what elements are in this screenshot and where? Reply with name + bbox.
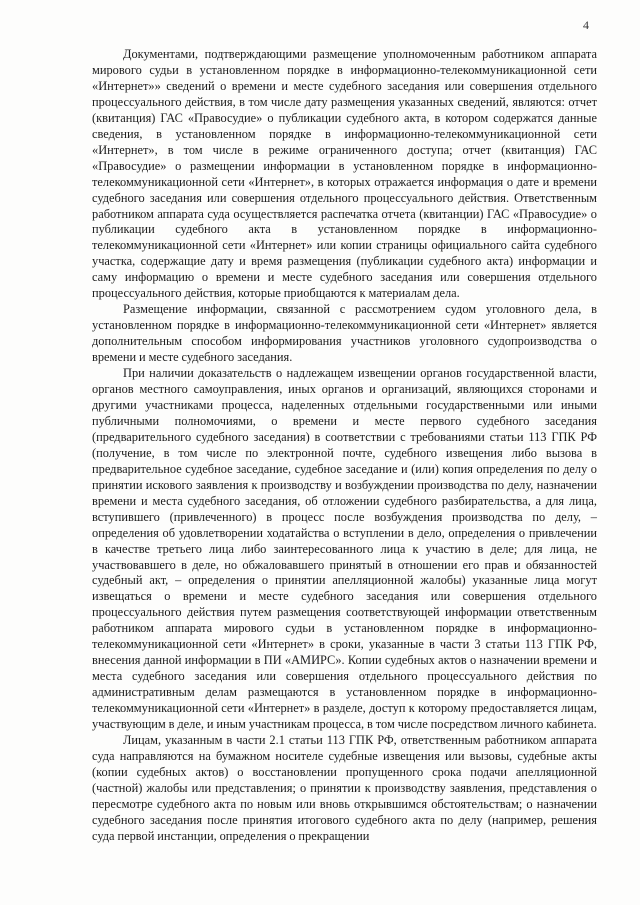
document-body — [92, 47, 597, 845]
paragraph-criminal-cases: Размещение информации, связанной с рассмотрением судом уголовного дела, в установленном порядке в информационно-телекоммуникационной сети «Интернет» является дополнительным способом информирования участников уголовного судопроизводства о времени и месте судебного заседания. — [92, 302, 597, 365]
paragraph-persons-part-2-1: Лицам, указанным в части 2.1 статьи 113 ГПК РФ, ответственным работником аппарата суда направляются на бумажном носителе судебные извещения или вызовы, судебные акты (копии судебных актов) о восстановлении пропущенного срока подачи апелляционной (частной) жалобы или представления; о принятии к производству заявления, представления о пересмотре судебного акта по новым или вновь открывшимся обстоятельствам; о назначении судебного заседания после принятия итогового судебного акта по делу (например, решения суда первой инстанции, определения о прекращении — [92, 732, 597, 843]
page-number: 4 — [583, 18, 589, 32]
paragraph-documents: Документами, подтверждающими размещение уполномоченным работником аппарата мирового судьи в установленном порядке в информационно-телекоммуникационной сети «Интернет»» сведений о времени и месте судебного заседания или совершения отдельного процессуального действия, в том числе дату размещения указанных сведений, являются: отчет (квитанция) ГАС «Правосудие» о публикации судебного акта, в котором содержатся данные сведения, в установленном порядке в информационно-телекоммуникационной сети «Интернет», в том числе в режиме ограниченного доступа; отчет (квитанция) ГАС «Правосудие» о размещении информации в установленном порядке в информационно-телекоммуникационной сети «Интернет», в которых отражается информация о дате и времени судебного заседания или совершения отдельного процессуального действия. Ответственным работником аппарата суда осуществляется распечатка отчета (квитанции) ГАС «Правосудие» о публикации судебного акта в установленном порядке в информационно-телекоммуникационной сети «Интернет» или копии страницы официального сайта судебного участка, содержащие дату и время размещения (публикации судебного акта) информации и саму информацию о времени и месте судебного заседания или совершения отдельного процессуального действия, которые приобщаются к материалам дела. — [92, 47, 597, 301]
paragraph-evidence-notification: При наличии доказательств о надлежащем извещении органов государственной власти, органов местного самоуправления, иных органов и организаций, являющихся сторонами и другими участниками процесса, наделенных отдельными государственными или иными публичными полномочиями, о времени и месте первого судебного заседания (предварительного судебного заседания) в соответствии с требованиями статьи 113 ГПК РФ (получение, в том числе по электронной почте, судебного извещения либо вызова в предварительное судебное заседание, судебное заседание и (или) копия определения по делу о принятии искового заявления к производству и возбуждении производства по делу, назначении времени и места судебного заседания, об отложении судебного разбирательства, а для лица, вступившего (привлеченного) в процесс после возбуждения производства по делу, – определения об удовлетворении ходатайства о вступлении в дело, определения о привлечении в качестве третьего лица либо заинтересованного лица к участию в деле; для лица, не участвовавшего в деле, но обжаловавшего принятый в отношении его прав и обязанностей судебный акт, – определения о принятии апелляционной жалобы) указанные лица могут извещаться о времени и месте судебного заседания или совершения отдельного процессуального действия путем размещения соответствующей информации ответственным работником аппарата мирового судьи в установленном порядке в информационно-телекоммуникационной сети «Интернет» в сроки, указанные в части 3 статьи 113 ГПК РФ, внесения данной информации в ПИ «АМИРС». Копии судебных актов о назначении времени и места судебного заседания или совершения отдельного процессуального действия по административным делам размещаются в установленном порядке в информационно-телекоммуникационной сети «Интернет» в разделе, доступ к которому предоставляется лицам, участвующим в деле, и иным участникам процесса, в том числе посредством личного кабинета. — [92, 366, 597, 732]
